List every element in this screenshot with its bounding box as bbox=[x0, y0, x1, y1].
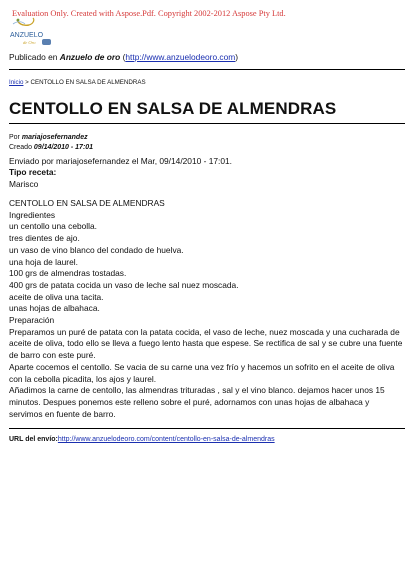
page-title: CENTOLLO EN SALSA DE ALMENDRAS bbox=[9, 99, 337, 118]
author-line bbox=[9, 133, 93, 143]
created-line bbox=[9, 143, 93, 153]
ingredients-label: Ingredientes bbox=[9, 209, 56, 220]
recipe-heading: CENTOLLO EN SALSA DE ALMENDRAS bbox=[9, 198, 165, 208]
preparation-step: Preparamos un puré de patata con la patata cocida, el vaso de leche, nuez moscada y una cucharada de aceite de oliva, todo ello se lleva a fuego lento hasta que espese. Se rectifica de sal y se cubre una fuente de barro con este puré. bbox=[9, 326, 403, 361]
submitted-line: Enviado por mariajosefernandez el Mar, 09/14/2010 - 17:01. bbox=[9, 156, 233, 166]
footer-divider bbox=[9, 428, 405, 429]
created-date: 09/14/2010 - 17:01 bbox=[33, 144, 94, 151]
watermark-text: Evaluation Only. Created with Aspose.Pdf. Copyright 2002-2012 Aspose Pty Ltd. bbox=[12, 9, 286, 18]
ingredient-item: un vaso de vino blanco del condado de huelva. bbox=[9, 244, 184, 255]
recipe-body bbox=[9, 198, 405, 420]
breadcrumb-separator: > bbox=[23, 79, 31, 86]
published-prefix: Publicado en bbox=[9, 52, 60, 62]
fishhook-logo-icon bbox=[9, 16, 57, 46]
recipe-type-label: Tipo receta: bbox=[9, 167, 57, 177]
preparation-step: Aparte cocemos el centollo. Se vacia de su carne una vez frío y hacemos un sofrito en el aceite de oliva con la cebolla picadita, los ajos y laurel. bbox=[9, 361, 395, 384]
author-prefix: Por bbox=[9, 134, 22, 141]
site-logo[interactable] bbox=[9, 16, 57, 46]
breadcrumb bbox=[9, 79, 146, 86]
site-url-link[interactable]: http://www.anzuelodeoro.com bbox=[125, 52, 236, 62]
ingredient-item: una hoja de laurel. bbox=[9, 256, 78, 267]
title-divider bbox=[9, 123, 405, 124]
ingredient-item: 400 grs de patata cocida un vaso de leche sal nuez moscada. bbox=[9, 279, 239, 290]
created-prefix: Creado bbox=[9, 144, 34, 151]
recipe-type-value: Marisco bbox=[9, 179, 39, 189]
paren-close: ) bbox=[235, 52, 239, 62]
logo-text: ANZUELO bbox=[10, 32, 44, 39]
logo-subtext: de Oro bbox=[23, 40, 36, 45]
author-name: mariajosefernandez bbox=[21, 134, 88, 141]
preparation-label: Preparación bbox=[9, 315, 55, 326]
header-divider bbox=[9, 69, 405, 70]
preparation-step: Añadimos la carne de centollo, las almendras trituradas , sal y el vino blanco. dejamos hacer unos 15 minutos. Despues ponemos este relleno sobre el puré, adornamos con unas hojas de albahaca y servimos en fuente de barro. bbox=[9, 385, 385, 419]
ingredient-item: unas hojas de albahaca. bbox=[9, 303, 100, 314]
breadcrumb-home-link[interactable]: Inicio bbox=[9, 79, 24, 86]
breadcrumb-current: CENTOLLO EN SALSA DE ALMENDRAS bbox=[30, 79, 146, 86]
ingredient-item: tres dientes de ajo. bbox=[9, 233, 80, 244]
ingredient-item: aceite de oliva una tacita. bbox=[9, 291, 104, 302]
paren-open: ( bbox=[120, 52, 126, 62]
site-name: Anzuelo de oro bbox=[59, 52, 121, 62]
ingredient-item: un centollo una cebolla. bbox=[9, 221, 98, 232]
post-meta bbox=[9, 133, 93, 153]
submission-url bbox=[9, 436, 275, 443]
ingredient-item: 100 grs de almendras tostadas. bbox=[9, 268, 127, 279]
published-line bbox=[9, 52, 238, 62]
submission-url-label: URL del envío: bbox=[9, 436, 58, 443]
submission-url-link[interactable]: http://www.anzuelodeoro.com/content/centollo-en-salsa-de-almendras bbox=[57, 436, 275, 443]
